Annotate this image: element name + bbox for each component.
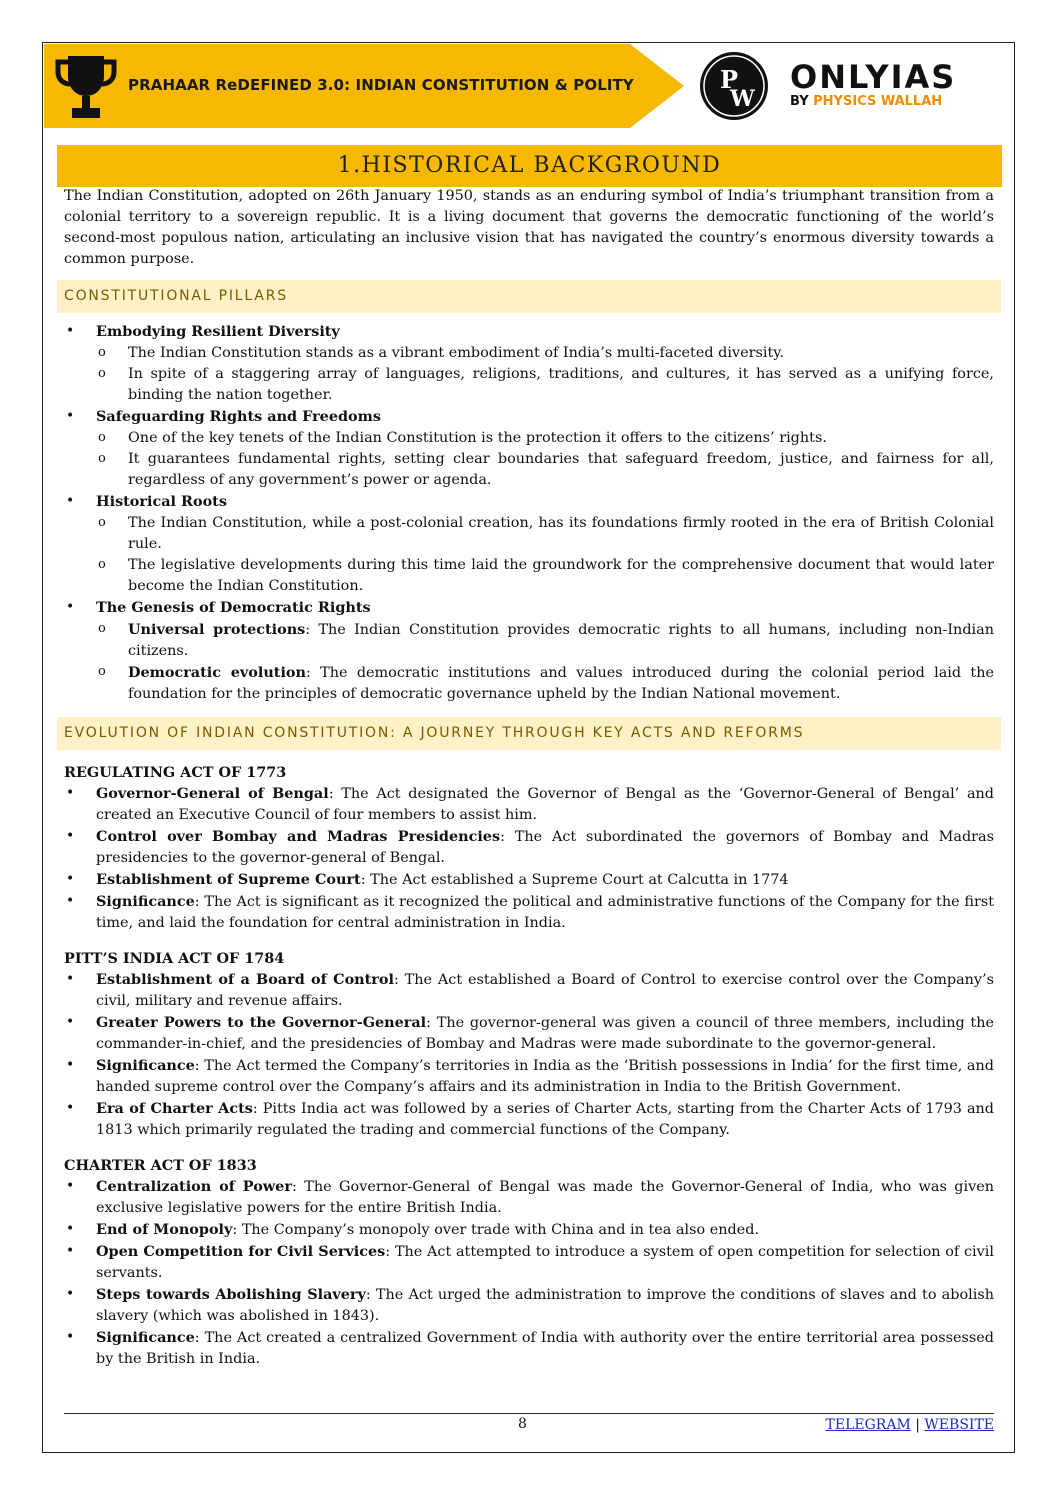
- svg-text:P: P: [720, 65, 739, 94]
- pillar-sublist: [96, 619, 994, 705]
- banner-title: PRAHAAR ReDEFINED 3.0: INDIAN CONSTITUTION & POLITY: [128, 76, 634, 94]
- act-item-label: Centralization of Power: [96, 1178, 292, 1195]
- act-item: [64, 1055, 994, 1098]
- act-item: [64, 826, 994, 869]
- act-item: [64, 1284, 994, 1327]
- subitem-text: It guarantees fundamental rights, setting clear boundaries that safeguard freedom, justice, and fairness for all, regardless of any government’s power or agenda.: [128, 451, 994, 488]
- act-item-label: Open Competition for Civil Services: [96, 1243, 386, 1260]
- svg-text:W: W: [730, 86, 755, 112]
- act-item-label: Significance: [96, 1057, 195, 1074]
- act-item-text: : Pitts India act was followed by a series of Charter Acts, starting from the Charter Acts of 1793 and 1813 which primarily regulated the trading and commercial functions of the Company.: [96, 1101, 995, 1138]
- act-title: CHARTER ACT OF 1833: [64, 1157, 257, 1174]
- telegram-link[interactable]: TELEGRAM: [825, 1417, 911, 1433]
- pillar-subitem: [96, 513, 994, 555]
- act-item: [64, 869, 994, 891]
- pillar-subitem: [96, 555, 994, 597]
- footer-divider: [64, 1413, 994, 1414]
- subitem-text: In spite of a staggering array of languages, religions, traditions, and cultures, it has served as a unifying force, binding the nation together.: [128, 366, 994, 403]
- pillar-subitem: [96, 343, 994, 364]
- pillar-item: [64, 491, 994, 597]
- pillar-sublist: [96, 343, 994, 406]
- act-item: [64, 1098, 994, 1141]
- act-item-label: Greater Powers to the Governor-General: [96, 1014, 427, 1031]
- act-item-text: : The Company’s monopoly over trade with China and in tea also ended.: [232, 1222, 760, 1238]
- pillar-item: [64, 321, 994, 406]
- act-list: [64, 1176, 994, 1370]
- act-item-text: : The Act established a Board of Control to exercise control over the Company’s civil, military and revenue affairs.: [96, 972, 995, 1009]
- act-item-label: Significance: [96, 1329, 195, 1346]
- brand-logo: [790, 60, 956, 109]
- pillar-subitem: [96, 428, 994, 449]
- act-list: [64, 783, 994, 934]
- chapter-title: 1.HISTORICAL BACKGROUND: [57, 145, 1002, 187]
- act-item-label: Establishment of a Board of Control: [96, 971, 394, 988]
- pillar-sublist: [96, 428, 994, 491]
- act-item-label: Establishment of Supreme Court: [96, 871, 361, 888]
- pillar-item: [64, 406, 994, 491]
- pillar-subitem: [96, 449, 994, 491]
- act-item-text: : The Act established a Supreme Court at Calcutta in 1774: [360, 872, 789, 888]
- act-item-text: : The Governor-General of Bengal was made the Governor-General of India, who was given exclusive legislative powers for the entire British India.: [96, 1179, 995, 1216]
- footer-links: [826, 1417, 994, 1433]
- act-item-label: Governor-General of Bengal: [96, 785, 329, 802]
- act-item: [64, 1012, 994, 1055]
- act-item-text: : The Act is significant as it recognized the political and administrative functions of the Company for the first time, and laid the foundation for central administration in India.: [96, 894, 994, 931]
- brand-name: ONLYIAS: [790, 58, 957, 96]
- act-item-label: Steps towards Abolishing Slavery: [96, 1286, 366, 1303]
- act-item-text: : The Act created a centralized Government of India with authority over the entire territorial area possessed by the British in India.: [96, 1330, 994, 1367]
- act-item-label: End of Monopoly: [96, 1221, 233, 1238]
- act-item-label: Control over Bombay and Madras Presidencies: [96, 828, 501, 845]
- act-item-text: : The Act urged the administration to improve the conditions of slaves and to abolish slavery (which was abolished in 1843).: [96, 1287, 994, 1324]
- act-item: [64, 1327, 994, 1370]
- page-number: 8: [518, 1416, 527, 1432]
- subitem-text: : The democratic institutions and values introduced during the colonial period laid the foundation for the principles of democratic governance upheld by the Indian National movement.: [128, 665, 994, 702]
- subitem-text: The legislative developments during this time laid the groundwork for the comprehensive document that would later become the Indian Constitution.: [128, 557, 994, 594]
- pw-logo-icon: [698, 50, 770, 122]
- intro-paragraph: The Indian Constitution, adopted on 26th January 1950, stands as an enduring symbol of India’s triumphant transition from a colonial territory to a sovereign republic. It is a living document that governs the democratic functioning of the world’s second-most populous nation, articulating an inclusive vision that has navigated the country’s enormous diversity towards a common purpose.: [64, 188, 994, 267]
- subitem-text: : The Indian Constitution provides democratic rights to all humans, including non-Indian citizens.: [128, 622, 994, 659]
- main-content: [64, 186, 994, 1370]
- act-item: [64, 891, 994, 934]
- act-item-text: : The Act designated the Governor of Bengal as the ‘Governor-General of Bengal’ and created an Executive Council of four members to assist him.: [96, 786, 995, 823]
- act-item-label: Significance: [96, 893, 195, 910]
- subitem-label: Universal protections: [128, 621, 306, 638]
- pillar-subitem: [96, 662, 994, 705]
- act-item: [64, 783, 994, 826]
- subitem-text: One of the key tenets of the Indian Constitution is the protection it offers to the citizens’ rights.: [128, 430, 827, 446]
- act-item-text: : The Act termed the Company’s territories in India as the ‘British possessions in India’ for the first time, and handed supreme control over the Company’s affairs and its administration in India to the British Government.: [96, 1058, 994, 1095]
- act-title: REGULATING ACT OF 1773: [64, 764, 287, 781]
- act-item-text: : The Act attempted to introduce a system of open competition for selection of civil servants.: [96, 1244, 994, 1281]
- act-item-text: : The governor-general was given a council of three members, including the commander-in-chief, and the presidencies of Bombay and Madras were made subordinate to the governor-general.: [96, 1015, 994, 1052]
- pillar-title: Historical Roots: [96, 493, 227, 510]
- subitem-label: Democratic evolution: [128, 664, 306, 681]
- subitem-text: The Indian Constitution stands as a vibrant embodiment of India’s multi-faceted diversity.: [128, 345, 785, 361]
- section-heading-evolution: EVOLUTION OF INDIAN CONSTITUTION: A JOURNEY THROUGH KEY ACTS AND REFORMS: [57, 717, 1001, 750]
- website-link[interactable]: WEBSITE: [924, 1417, 994, 1433]
- brand-subtitle: [790, 94, 956, 109]
- pillar-subitem: [96, 364, 994, 406]
- act-title: PITT’S INDIA ACT OF 1784: [64, 950, 285, 967]
- pillar-title: Safeguarding Rights and Freedoms: [96, 408, 381, 425]
- brand-sub-prefix: BY: [790, 94, 814, 109]
- act-item: [64, 969, 994, 1012]
- pillar-title: The Genesis of Democratic Rights: [96, 599, 371, 616]
- act-item-text: : The Act subordinated the governors of Bombay and Madras presidencies to the governor-general of Bengal.: [96, 829, 995, 866]
- footer-separator: |: [915, 1417, 920, 1433]
- pillars-list: [64, 321, 994, 705]
- pillar-item: [64, 597, 994, 705]
- pillar-sublist: [96, 513, 994, 597]
- trophy-icon: [54, 52, 118, 122]
- act-item: [64, 1176, 994, 1219]
- acts-container: [64, 762, 994, 1370]
- section-heading-pillars: CONSTITUTIONAL PILLARS: [57, 280, 1001, 313]
- pillar-subitem: [96, 619, 994, 662]
- act-item: [64, 1219, 994, 1241]
- act-item-label: Era of Charter Acts: [96, 1100, 253, 1117]
- subitem-text: The Indian Constitution, while a post-colonial creation, has its foundations firmly rooted in the era of British Colonial rule.: [128, 515, 994, 552]
- act-list: [64, 969, 994, 1141]
- brand-sub-accent: PHYSICS WALLAH: [813, 94, 943, 109]
- pillar-title: Embodying Resilient Diversity: [96, 323, 340, 340]
- act-item: [64, 1241, 994, 1284]
